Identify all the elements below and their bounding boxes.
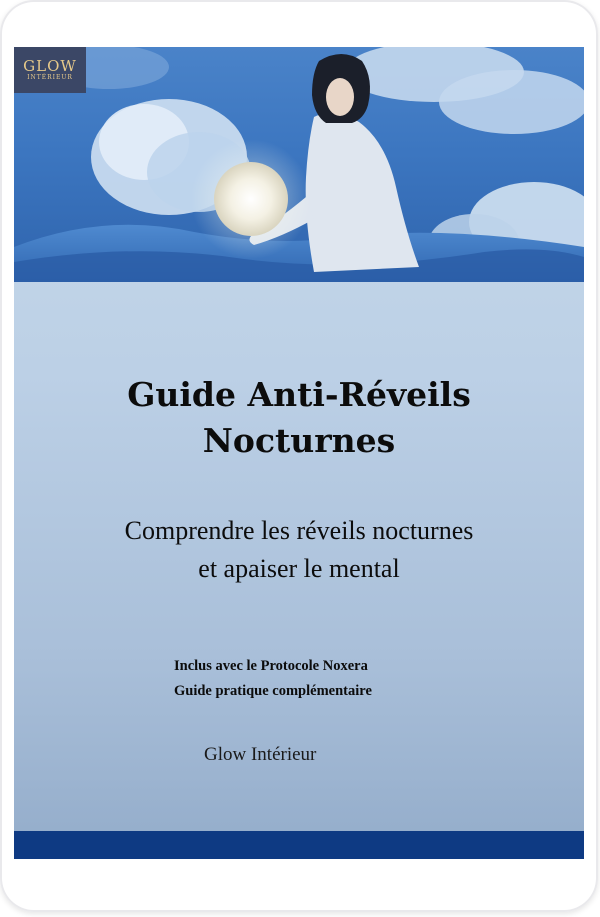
subtitle-line-1: Comprendre les réveils nocturnes (124, 516, 474, 545)
footer-band (14, 831, 584, 859)
page-title (14, 372, 584, 464)
ebook-cover (14, 47, 584, 859)
logo-tagline: INTÉRIEUR (27, 74, 73, 81)
inclusion-notes (174, 654, 372, 704)
author-name: Glow Intérieur (204, 744, 317, 765)
subtitle (14, 512, 584, 588)
title-line-1: Guide Anti-Réveils (127, 375, 471, 414)
note-line-2: Guide pratique complémentaire (174, 683, 372, 699)
moon-lamp (191, 139, 311, 259)
subtitle-line-2: et apaiser le mental (198, 554, 400, 583)
title-line-2: Nocturnes (202, 421, 396, 460)
cover-illustration (14, 47, 584, 282)
logo-wordmark: GLOW (23, 57, 77, 75)
note-line-1: Inclus avec le Protocole Noxera (174, 658, 368, 674)
glow-interieur-logo (14, 47, 86, 93)
cover-image (14, 47, 584, 282)
